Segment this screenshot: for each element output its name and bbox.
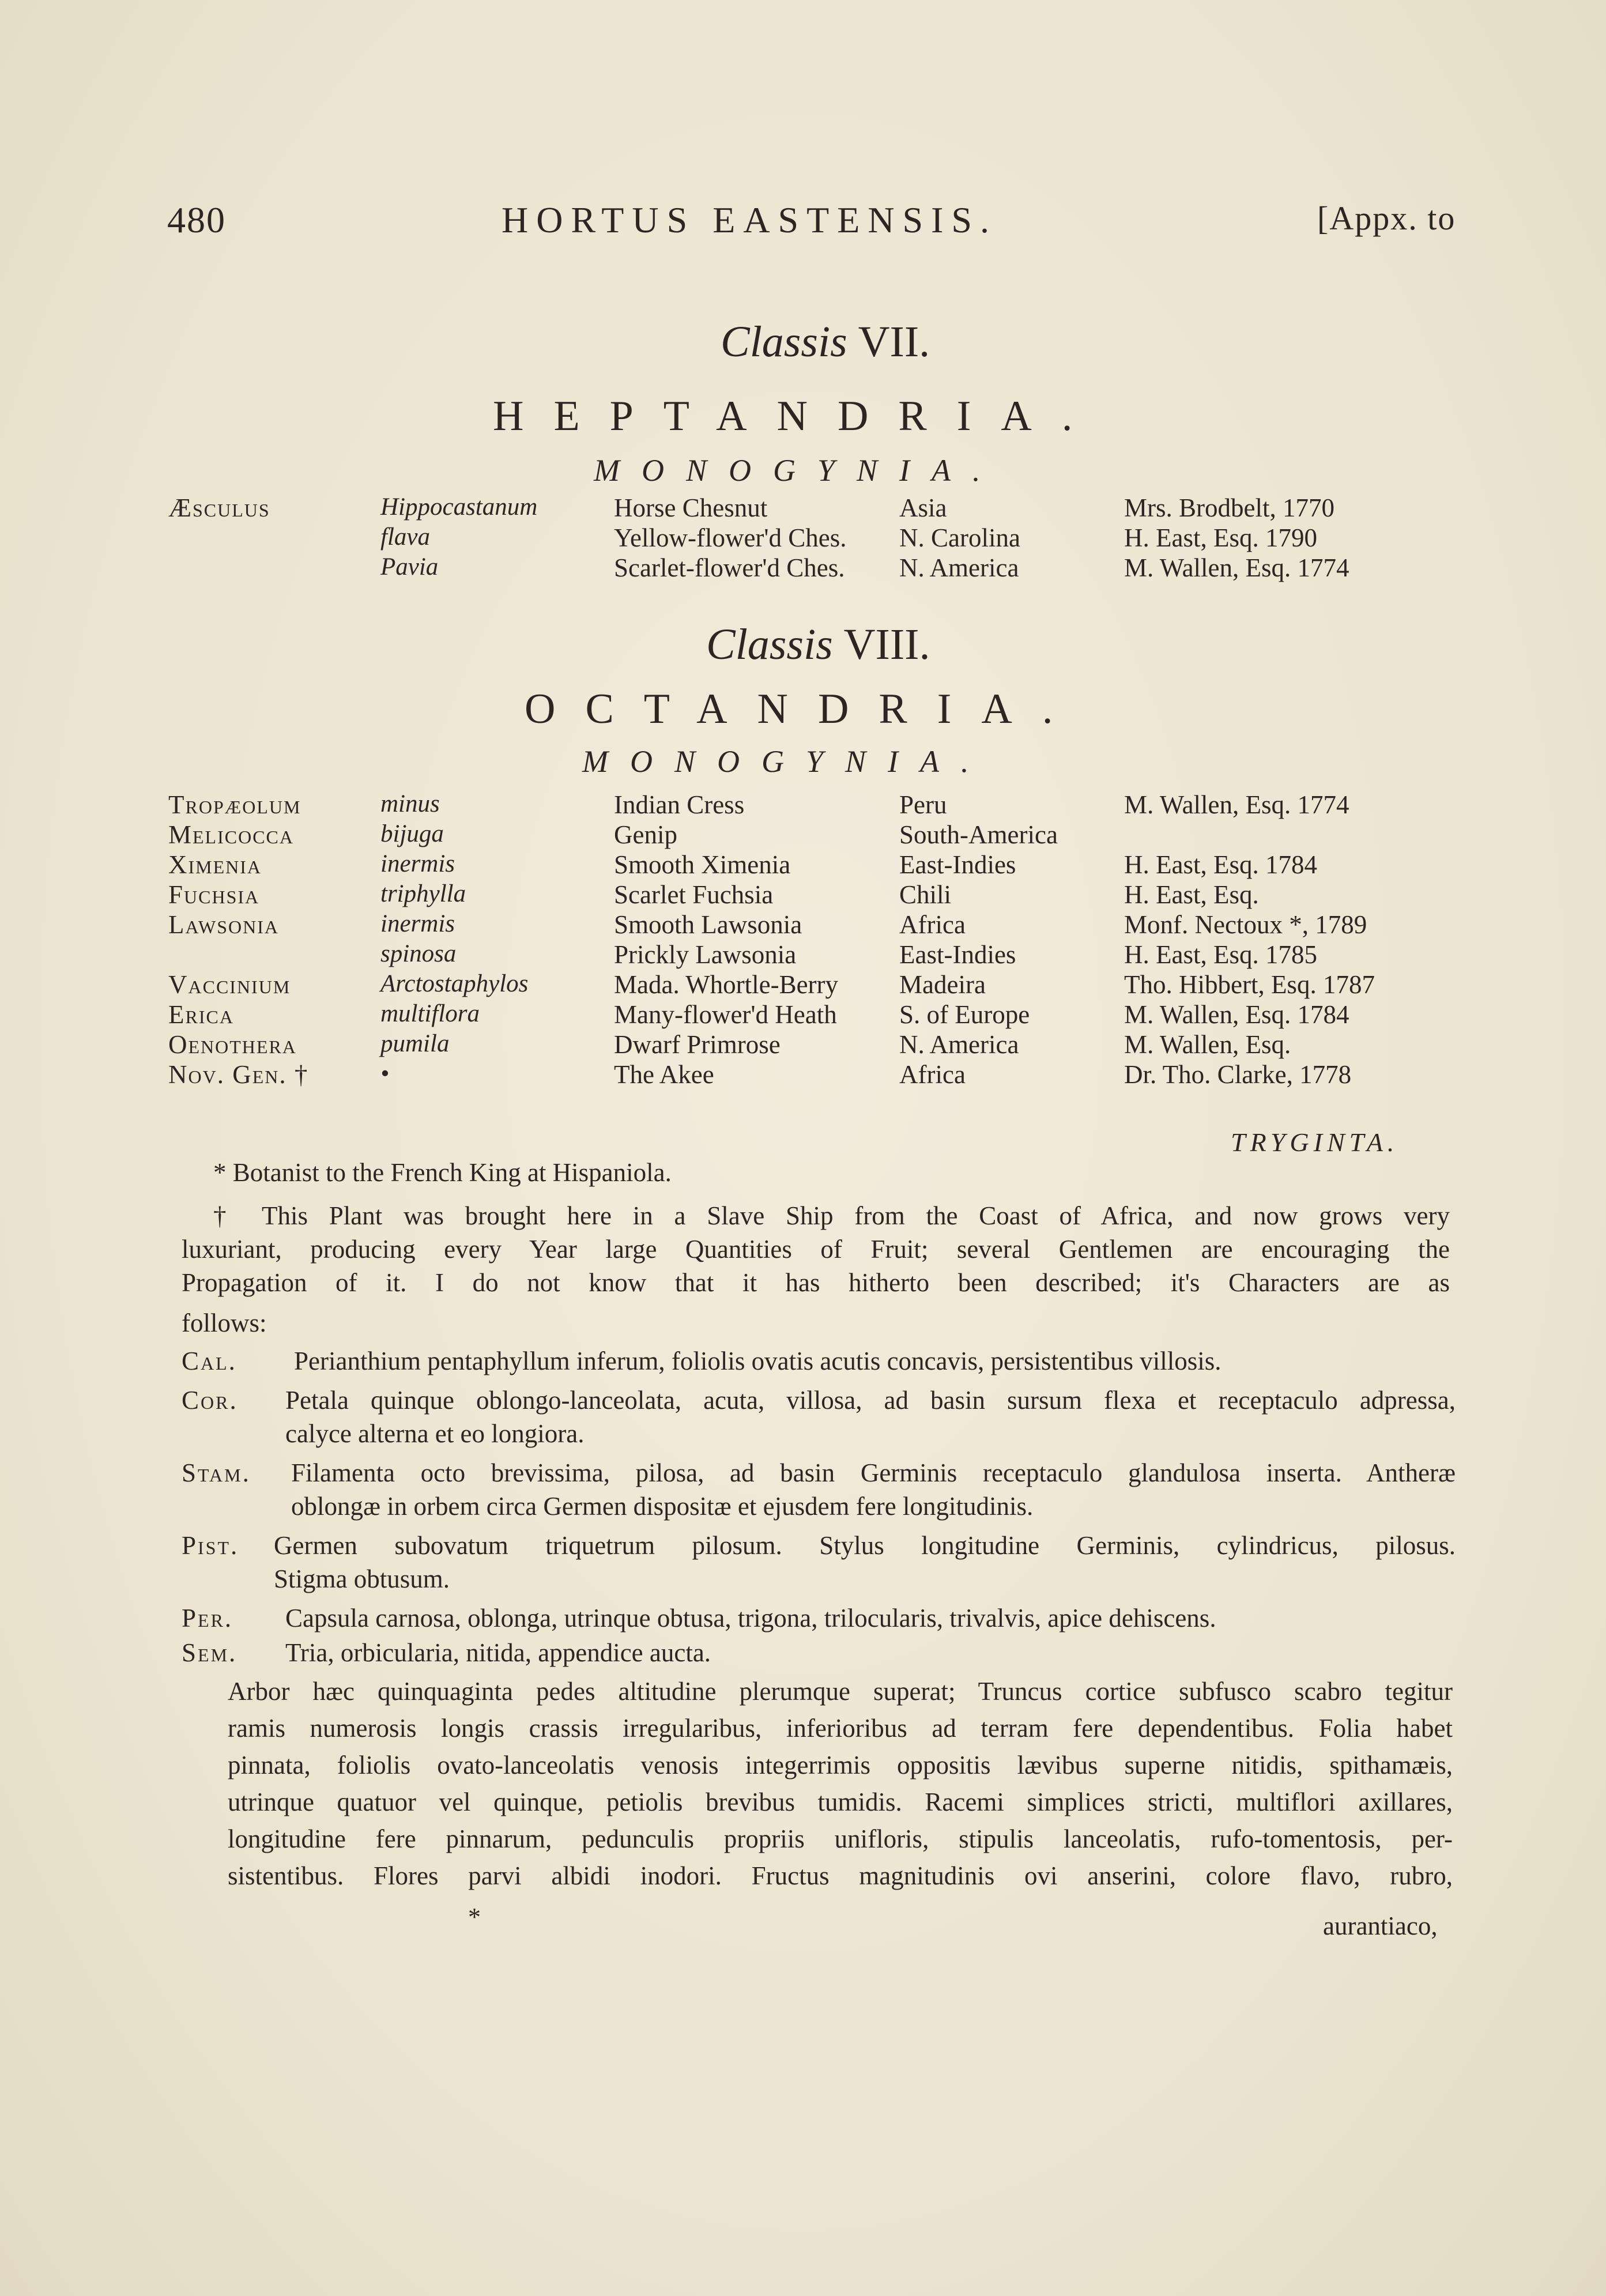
- genus-cell: Lawsonia: [168, 910, 280, 939]
- species-cell: triphylla: [380, 880, 466, 907]
- species-cell: inermis: [380, 910, 455, 937]
- species-cell: flava: [380, 523, 430, 551]
- table-row: [0, 1030, 1606, 1060]
- character-text: Tria, orbicularia, nitida, appendice aucta.: [285, 1638, 711, 1667]
- character-label: Per.: [182, 1604, 233, 1633]
- donor-cell: H. East, Esq. 1784: [1124, 850, 1317, 879]
- character-text: calyce alterna et eo longiora.: [285, 1419, 585, 1448]
- description-line: longitudine fere pinnarum, pedunculis propriis unifloris, stipulis lanceolatis, rufo-tomentosis, per-: [228, 1824, 1453, 1853]
- catchword-bottom: aurantiaco,: [1323, 1912, 1438, 1940]
- species-cell: minus: [380, 790, 440, 817]
- country-cell: N. America: [899, 553, 1019, 582]
- country-cell: Chili: [899, 880, 952, 909]
- catchword-top: TRYGINTA.: [1231, 1128, 1399, 1157]
- donor-cell: Dr. Tho. Clarke, 1778: [1124, 1060, 1352, 1089]
- species-cell: inermis: [380, 850, 455, 877]
- donor-cell: M. Wallen, Esq. 1774: [1124, 790, 1349, 819]
- description-paragraph: [228, 1673, 1453, 1894]
- species-cell: Hippocastanum: [380, 493, 538, 521]
- country-cell: East-Indies: [899, 850, 1016, 879]
- country-cell: Peru: [899, 790, 947, 819]
- donor-cell: H. East, Esq. 1785: [1124, 940, 1317, 969]
- common-name-cell: Genip: [614, 820, 677, 849]
- country-cell: S. of Europe: [899, 1000, 1030, 1029]
- footnote-line: follows:: [182, 1309, 267, 1337]
- common-name-cell: Scarlet-flower'd Ches.: [614, 553, 845, 582]
- table-row: [0, 910, 1606, 940]
- species-cell: bijuga: [380, 820, 444, 847]
- table-row: [0, 1000, 1606, 1030]
- genus-cell: Fuchsia: [168, 880, 260, 909]
- signature-mark: *: [468, 1903, 481, 1931]
- table-row: [0, 1060, 1606, 1089]
- genus-cell: Æsculus: [168, 493, 270, 522]
- country-cell: East-Indies: [899, 940, 1016, 969]
- footnote-line: † This Plant was brought here in a Slave Ship from the Coast of Africa, and now grows very: [213, 1201, 1450, 1230]
- description-line: utrinque quatuor vel quinque, petiolis brevibus tumidis. Racemi simplices stricti, multiflori axillares,: [228, 1788, 1453, 1816]
- character-label: Stam.: [182, 1458, 251, 1487]
- character-text: Capsula carnosa, oblonga, utrinque obtusa, trigona, trilocularis, trivalvis, apice dehiscens.: [285, 1604, 1216, 1633]
- character-text: Filamenta octo brevissima, pilosa, ad basin Germinis receptaculo glandulosa inserta. Antheræ: [291, 1458, 1456, 1487]
- character-text: oblongæ in orbem circa Germen dispositæ et ejusdem fere longitudinis.: [291, 1492, 1034, 1521]
- table-row: [0, 940, 1606, 970]
- classis-heading-viii: [706, 620, 930, 670]
- common-name-cell: Indian Cress: [614, 790, 745, 819]
- description-line: Arbor hæc quinquaginta pedes altitudine plerumque superat; Truncus cortice subfusco scabro tegitur: [228, 1677, 1453, 1706]
- common-name-cell: Dwarf Primrose: [614, 1030, 781, 1059]
- description-line: ramis numerosis longis crassis irregularibus, inferioribus ad terram fere dependentibus. Folia habet: [228, 1714, 1453, 1743]
- classis-word: Classis: [721, 318, 847, 366]
- section-marker: [Appx. to: [1317, 199, 1456, 237]
- order-name-monogynia-vii: MONOGYNIA.: [594, 453, 1002, 488]
- species-cell: Pavia: [380, 553, 439, 580]
- running-title: HORTUS EASTENSIS.: [502, 199, 997, 240]
- genus-cell: Vaccinium: [168, 970, 291, 999]
- country-cell: N. Carolina: [899, 523, 1020, 552]
- species-cell: spinosa: [380, 940, 457, 967]
- character-text: Stigma obtusum.: [274, 1564, 450, 1593]
- donor-cell: M. Wallen, Esq. 1784: [1124, 1000, 1349, 1029]
- classis-heading-vii: [721, 317, 930, 367]
- class-name-heptandria: HEPTANDRIA.: [493, 393, 1103, 440]
- character-label: Cal.: [182, 1347, 237, 1375]
- character-label: Cor.: [182, 1386, 238, 1415]
- classis-word: Classis: [706, 620, 833, 669]
- character-text: Perianthium pentaphyllum inferum, foliolis ovatis acutis concavis, persistentibus villosis.: [294, 1347, 1222, 1375]
- country-cell: South-America: [899, 820, 1058, 849]
- country-cell: Africa: [899, 910, 966, 939]
- character-text: Germen subovatum triquetrum pilosum. Stylus longitudine Germinis, cylindricus, pilosus.: [274, 1531, 1456, 1560]
- genus-cell: Oenothera: [168, 1030, 297, 1059]
- species-cell: Arctostaphylos: [380, 970, 529, 997]
- donor-cell: M. Wallen, Esq. 1774: [1124, 553, 1349, 582]
- country-cell: Asia: [899, 493, 947, 522]
- donor-cell: Mrs. Brodbelt, 1770: [1124, 493, 1334, 522]
- classis-numeral: VIII.: [843, 620, 930, 669]
- common-name-cell: Prickly Lawsonia: [614, 940, 797, 969]
- genus-cell: Erica: [168, 1000, 234, 1029]
- page-number: 480: [167, 199, 226, 240]
- donor-cell: M. Wallen, Esq.: [1124, 1030, 1291, 1059]
- footnote-dagger: [182, 1199, 1450, 1299]
- table-row: [0, 850, 1606, 880]
- table-row: [0, 820, 1606, 850]
- common-name-cell: Many-flower'd Heath: [614, 1000, 837, 1029]
- table-row: [0, 790, 1606, 820]
- description-line: sistentibus. Flores parvi albidi inodori. Fructus magnitudinis ovi anserini, colore flavo, rubro,: [228, 1861, 1453, 1890]
- common-name-cell: Scarlet Fuchsia: [614, 880, 774, 909]
- country-cell: N. America: [899, 1030, 1019, 1059]
- species-cell: multiflora: [380, 1000, 480, 1027]
- country-cell: Madeira: [899, 970, 986, 999]
- table-row: [0, 493, 1606, 523]
- table-row: [0, 880, 1606, 910]
- genus-cell: Tropæolum: [168, 790, 301, 819]
- genus-cell: Ximenia: [168, 850, 262, 879]
- footnote-line: luxuriant, producing every Year large Quantities of Fruit; several Gentlemen are encouraging the: [182, 1235, 1450, 1264]
- table-row: [0, 553, 1606, 583]
- country-cell: Africa: [899, 1060, 966, 1089]
- class-name-octandria: OCTANDRIA.: [525, 685, 1083, 733]
- donor-cell: H. East, Esq.: [1124, 880, 1259, 909]
- character-label: Pist.: [182, 1531, 239, 1560]
- donor-cell: H. East, Esq. 1790: [1124, 523, 1317, 552]
- species-cell: pumila: [380, 1030, 450, 1057]
- donor-cell: Tho. Hibbert, Esq. 1787: [1124, 970, 1375, 999]
- table-row: [0, 970, 1606, 1000]
- genus-cell: Melicocca: [168, 820, 295, 849]
- order-name-monogynia-viii: MONOGYNIA.: [582, 744, 991, 779]
- footnote-botanist: * Botanist to the French King at Hispaniola.: [213, 1158, 672, 1187]
- species-cell: •: [380, 1060, 390, 1087]
- character-text: Petala quinque oblongo-lanceolata, acuta, villosa, ad basin sursum flexa et receptaculo adpressa,: [285, 1386, 1456, 1415]
- character-label: Sem.: [182, 1638, 237, 1667]
- classis-numeral: VII.: [858, 318, 930, 366]
- common-name-cell: Smooth Lawsonia: [614, 910, 802, 939]
- common-name-cell: Mada. Whortle-Berry: [614, 970, 839, 999]
- table-row: [0, 523, 1606, 553]
- common-name-cell: Yellow-flower'd Ches.: [614, 523, 847, 552]
- footnote-line: Propagation of it. I do not know that it has hitherto been described; it's Characters are as: [182, 1268, 1450, 1297]
- common-name-cell: Horse Chesnut: [614, 493, 768, 522]
- genus-cell: Nov. Gen. †: [168, 1060, 309, 1089]
- donor-cell: Monf. Nectoux *, 1789: [1124, 910, 1367, 939]
- common-name-cell: Smooth Ximenia: [614, 850, 791, 879]
- description-line: pinnata, foliolis ovato-lanceolatis venosis integerrimis oppositis lævibus superne nitidis, spithamæis,: [228, 1751, 1453, 1780]
- common-name-cell: The Akee: [614, 1060, 714, 1089]
